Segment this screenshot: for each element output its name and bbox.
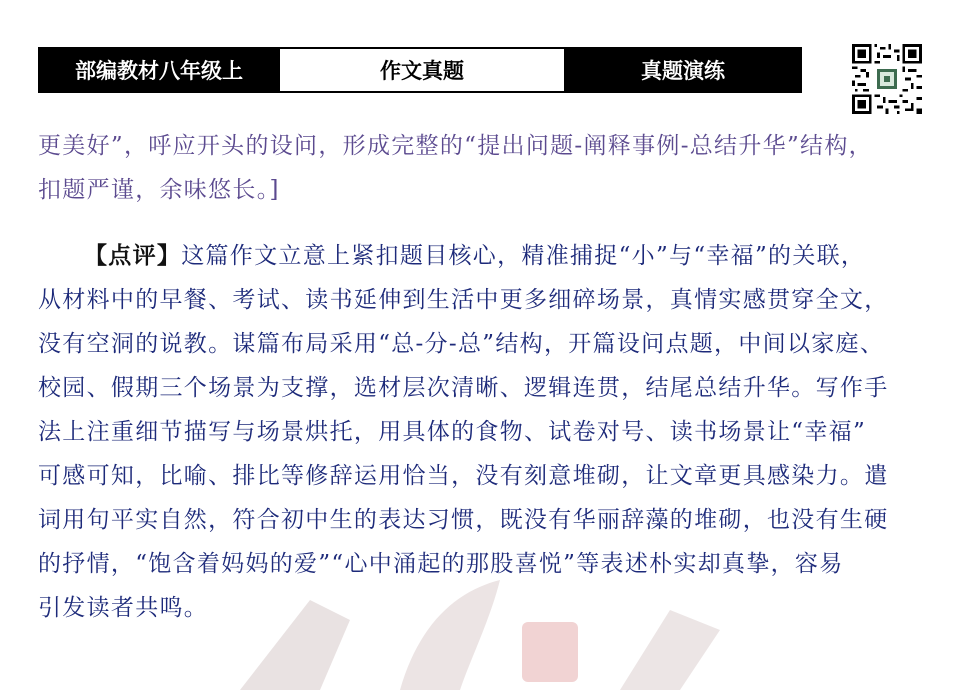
review-line: 引发读者共鸣。	[38, 595, 209, 621]
review-line: 词用句平实自然，符合初中生的表达习惯，既没有华丽辞藻的堆砌，也没有生硬	[38, 507, 889, 533]
qr-code-icon	[852, 44, 922, 114]
review-label: 【点评】	[84, 242, 182, 269]
review-text: 这篇作文立意上紧扣题目核心，精准捕捉“小”与“幸福”的关联，	[181, 243, 866, 269]
continuation-line: 更美好”，呼应开头的设问，形成完整的“提出问题-阐释事例-总结升华”结构，	[38, 133, 873, 159]
review-line: 没有空洞的说教。谋篇布局采用“总-分-总”结构，开篇设问点题，中间以家庭、	[38, 331, 885, 357]
tab-essay-exam[interactable]: 作文真题	[278, 49, 566, 91]
continuation-line: 扣题严谨，余味悠长。]	[38, 177, 280, 203]
review-line: 法上注重细节描写与场景烘托，用具体的食物、试卷对号、读书场景让“幸福”	[38, 419, 867, 445]
review-line: 从材料中的早餐、考试、读书延伸到生活中更多细碎场景，真情实感贯穿全文，	[38, 287, 889, 313]
review-line: 校园、假期三个场景为支撑，选材层次清晰、逻辑连贯，结尾总结升华。写作手	[38, 375, 889, 401]
review-line: 可感可知，比喻、排比等修辞运用恰当，没有刻意堆砌，让文章更具感染力。遣	[38, 463, 889, 489]
tab-practice[interactable]: 真题演练	[566, 49, 800, 91]
review-first-line	[38, 234, 928, 278]
essay-review-body	[38, 124, 928, 630]
header-tab-bar	[38, 47, 802, 93]
tab-textbook[interactable]: 部编教材八年级上	[40, 49, 278, 91]
review-line: 的抒情，“饱含着妈妈的爱”“心中涌起的那股喜悦”等表述朴实却真挚，容易	[38, 551, 844, 577]
